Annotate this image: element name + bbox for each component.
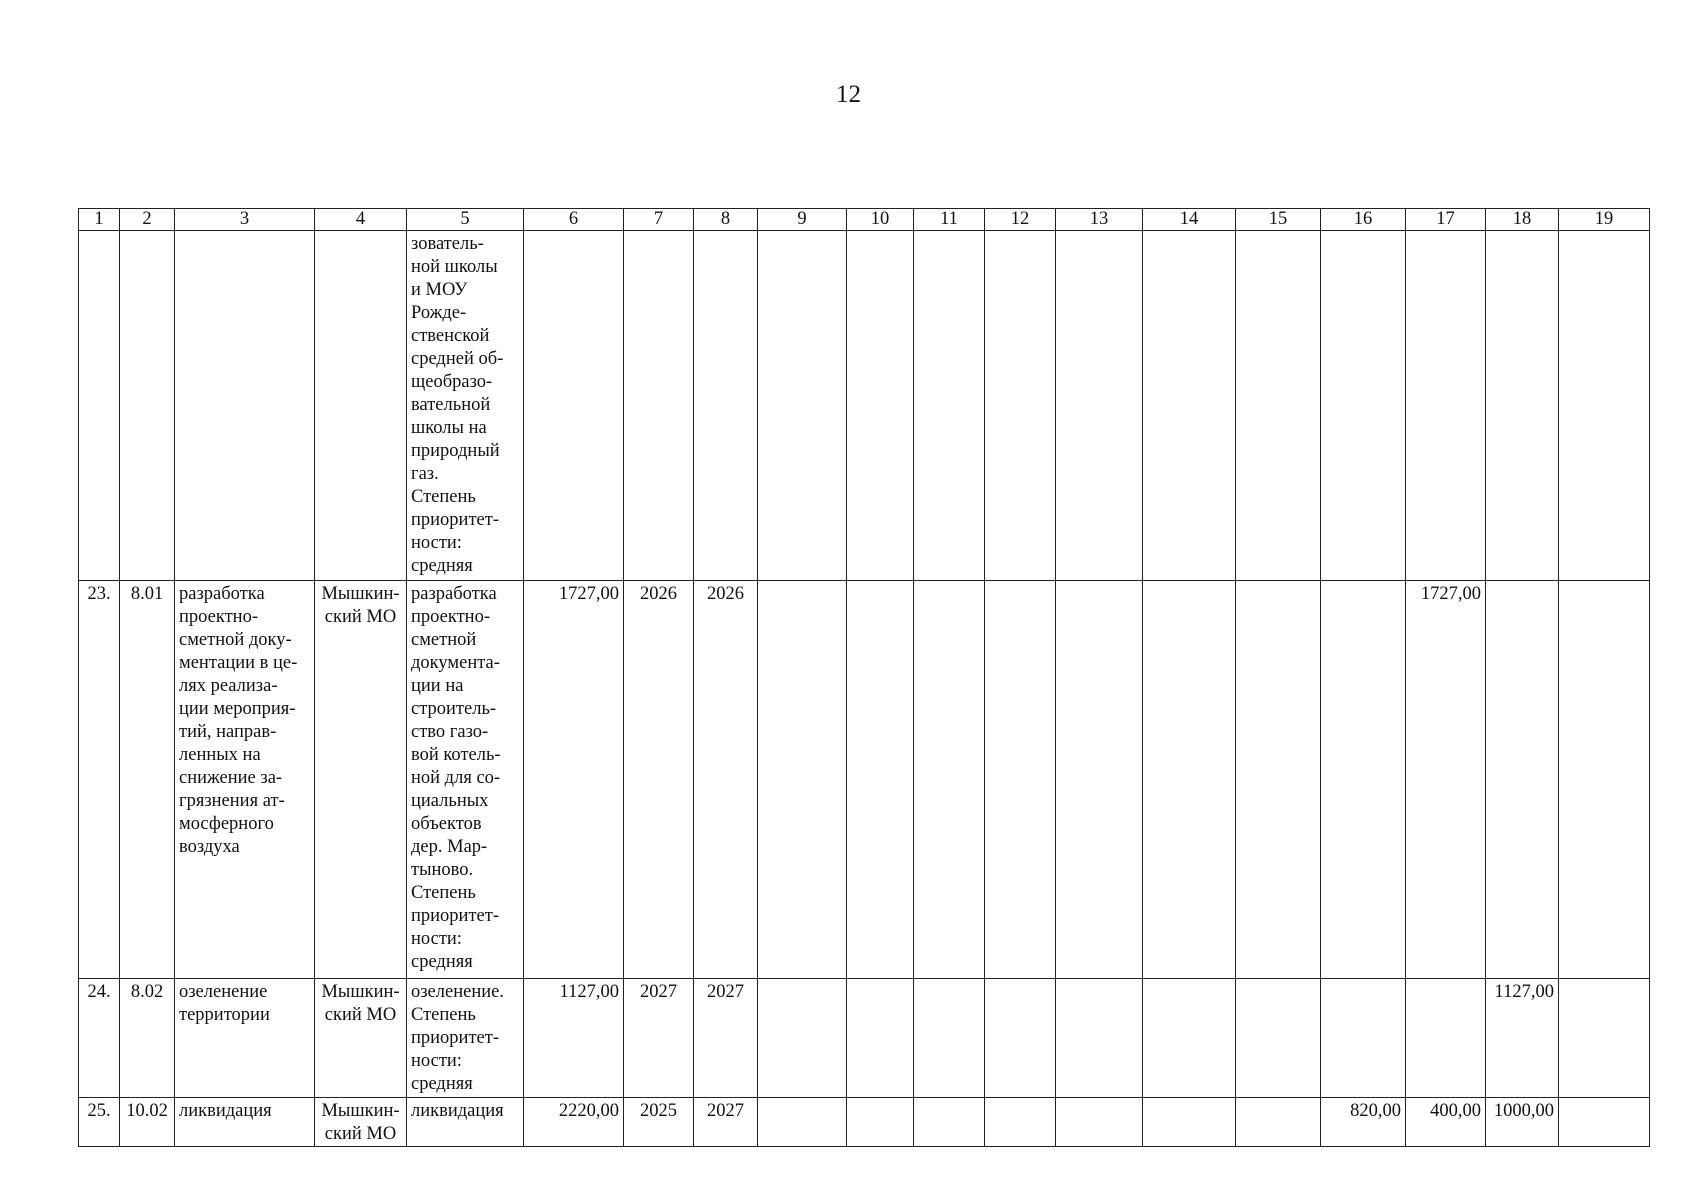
column-header: 15	[1236, 209, 1321, 231]
value-cell	[914, 979, 985, 1098]
row-number-cell: 23.	[79, 581, 120, 979]
start-year-cell	[624, 231, 694, 581]
column-header: 4	[315, 209, 407, 231]
measure-name-cell	[175, 231, 315, 581]
municipality-cell	[315, 231, 407, 581]
column-header: 10	[847, 209, 914, 231]
value-cell	[1236, 1098, 1321, 1147]
column-header: 5	[407, 209, 524, 231]
value-cell	[758, 979, 847, 1098]
column-header: 19	[1559, 209, 1650, 231]
value-cell	[1143, 581, 1236, 979]
measure-name-cell: озеленение территории	[175, 979, 315, 1098]
value-cell	[914, 1098, 985, 1147]
municipality-cell: Мышкин- ский МО	[315, 979, 407, 1098]
description-cell: зователь- ной школы и МОУ Рожде- ственской средней об- щеобразо- вательной школы на природный газ. Степень приоритет- ности: средняя	[407, 231, 524, 581]
code-cell	[120, 231, 175, 581]
column-header: 16	[1321, 209, 1406, 231]
value-cell	[1056, 1098, 1143, 1147]
column-header: 14	[1143, 209, 1236, 231]
value-cell	[1486, 581, 1559, 979]
value-cell: 820,00	[1321, 1098, 1406, 1147]
measure-name-cell: разработка проектно- сметной доку- ментации в це- лях реализа- ции мероприя- тий, направ- ленных на снижение за- грязнения ат- мосферного воздуха	[175, 581, 315, 979]
code-cell: 8.01	[120, 581, 175, 979]
value-cell	[1486, 231, 1559, 581]
page-number: 12	[836, 81, 861, 108]
value-cell	[985, 979, 1056, 1098]
header-row	[79, 209, 1650, 231]
total-cost-cell	[524, 231, 624, 581]
table-row	[79, 1098, 1650, 1147]
value-cell	[1236, 581, 1321, 979]
value-cell: 400,00	[1406, 1098, 1486, 1147]
value-cell	[1321, 231, 1406, 581]
table-row	[79, 979, 1650, 1098]
value-cell: 1127,00	[1486, 979, 1559, 1098]
column-header: 2	[120, 209, 175, 231]
end-year-cell: 2027	[694, 979, 758, 1098]
column-header: 9	[758, 209, 847, 231]
budget-table	[78, 208, 1650, 1147]
total-cost-cell: 1127,00	[524, 979, 624, 1098]
value-cell	[1056, 231, 1143, 581]
code-cell: 8.02	[120, 979, 175, 1098]
description-cell: озеленение. Степень приоритет- ности: средняя	[407, 979, 524, 1098]
measure-name-cell: ликвидация	[175, 1098, 315, 1147]
municipality-cell: Мышкин- ский МО	[315, 581, 407, 979]
column-header: 3	[175, 209, 315, 231]
table-row	[79, 581, 1650, 979]
value-cell	[847, 231, 914, 581]
value-cell	[847, 581, 914, 979]
value-cell	[758, 231, 847, 581]
value-cell: 1727,00	[1406, 581, 1486, 979]
value-cell	[758, 1098, 847, 1147]
value-cell	[1056, 581, 1143, 979]
row-number-cell	[79, 231, 120, 581]
column-header: 1	[79, 209, 120, 231]
column-header: 11	[914, 209, 985, 231]
value-cell	[1559, 979, 1650, 1098]
value-cell	[1321, 979, 1406, 1098]
value-cell	[1236, 231, 1321, 581]
value-cell	[1406, 979, 1486, 1098]
row-number-cell: 25.	[79, 1098, 120, 1147]
column-header: 17	[1406, 209, 1486, 231]
municipality-cell: Мышкин- ский МО	[315, 1098, 407, 1147]
value-cell	[847, 1098, 914, 1147]
column-header: 6	[524, 209, 624, 231]
description-cell: разработка проектно- сметной документа- ции на строитель- ство газо- вой котель- ной для со- циальных объектов дер. Мар- тыново. Степень приоритет- ности: средняя	[407, 581, 524, 979]
value-cell	[1143, 979, 1236, 1098]
value-cell: 1000,00	[1486, 1098, 1559, 1147]
value-cell	[1143, 1098, 1236, 1147]
value-cell	[758, 581, 847, 979]
value-cell	[985, 581, 1056, 979]
value-cell	[985, 231, 1056, 581]
value-cell	[847, 979, 914, 1098]
value-cell	[1559, 581, 1650, 979]
column-header: 12	[985, 209, 1056, 231]
value-cell	[914, 581, 985, 979]
value-cell	[985, 1098, 1056, 1147]
value-cell	[1559, 231, 1650, 581]
value-cell	[1143, 231, 1236, 581]
value-cell	[1236, 979, 1321, 1098]
start-year-cell: 2026	[624, 581, 694, 979]
description-cell: ликвидация	[407, 1098, 524, 1147]
column-header: 13	[1056, 209, 1143, 231]
column-header: 18	[1486, 209, 1559, 231]
table-row	[79, 231, 1650, 581]
start-year-cell: 2027	[624, 979, 694, 1098]
code-cell: 10.02	[120, 1098, 175, 1147]
row-number-cell: 24.	[79, 979, 120, 1098]
start-year-cell: 2025	[624, 1098, 694, 1147]
value-cell	[1056, 979, 1143, 1098]
total-cost-cell: 1727,00	[524, 581, 624, 979]
value-cell	[1321, 581, 1406, 979]
end-year-cell	[694, 231, 758, 581]
value-cell	[1406, 231, 1486, 581]
end-year-cell: 2026	[694, 581, 758, 979]
column-header: 8	[694, 209, 758, 231]
total-cost-cell: 2220,00	[524, 1098, 624, 1147]
value-cell	[1559, 1098, 1650, 1147]
end-year-cell: 2027	[694, 1098, 758, 1147]
value-cell	[914, 231, 985, 581]
column-header: 7	[624, 209, 694, 231]
